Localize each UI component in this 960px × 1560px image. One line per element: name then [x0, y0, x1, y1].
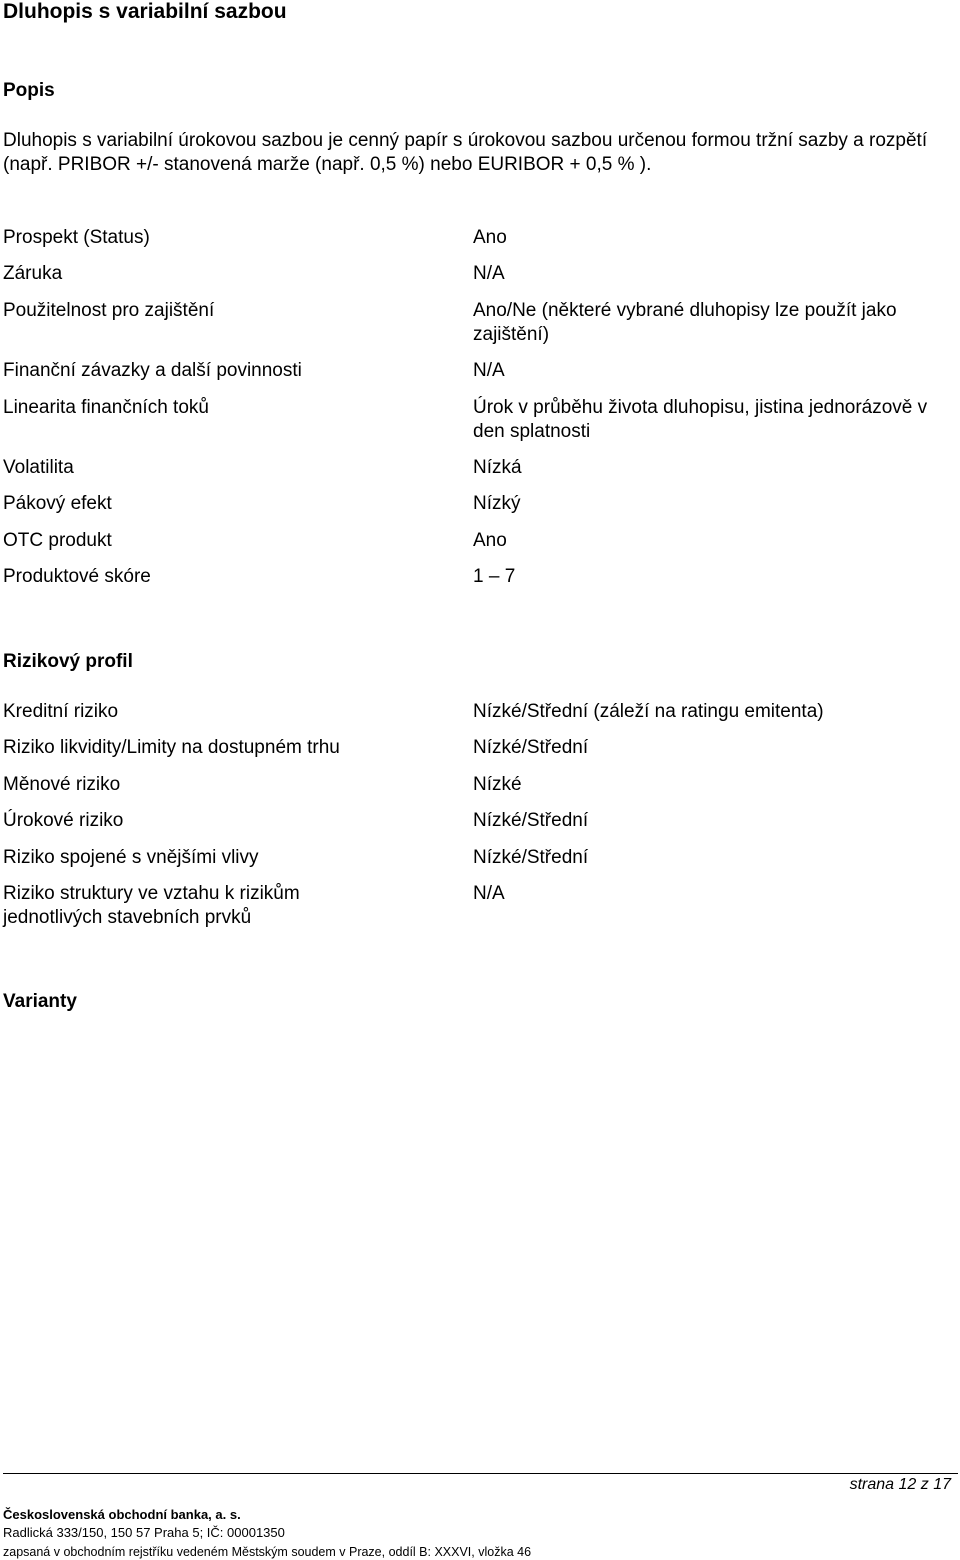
property-value: Úrok v průběhu života dluhopisu, jistina jednorázově v den splatnosti — [473, 397, 928, 442]
risk-label: Úrokové riziko — [3, 810, 124, 831]
variants-heading: Varianty — [3, 991, 77, 1012]
property-value: N/A — [473, 360, 505, 381]
property-label: Použitelnost pro zajištění — [3, 300, 215, 321]
property-value: N/A — [473, 263, 505, 284]
risk-profile-heading: Rizikový profil — [3, 651, 133, 672]
property-value: Nízká — [473, 457, 522, 478]
property-label: Finanční závazky a další povinnosti — [3, 360, 302, 381]
description-text: Dluhopis s variabilní úrokovou sazbou je cenný papír s úrokovou sazbou určenou formou tržní sazby a rozpětí (např. PRIBOR +/- stanovená marže (např. 0,5 %) nebo EURIBOR + 0,5 % ). — [3, 130, 928, 175]
risk-label: Měnové riziko — [3, 774, 121, 795]
risk-label: Kreditní riziko — [3, 701, 119, 722]
footer-address: Radlická 333/150, 150 57 Praha 5; IČ: 00001350 — [3, 1525, 285, 1540]
risk-label: Riziko likvidity/Limity na dostupném trhu — [3, 737, 340, 758]
risk-value: Nízké/Střední — [473, 810, 589, 831]
document-title: Dluhopis s variabilní sazbou — [3, 0, 287, 23]
property-value: Ano — [473, 530, 507, 551]
property-value: Ano/Ne (některé vybrané dluhopisy lze použít jako zajištění) — [473, 300, 897, 345]
property-label: Záruka — [3, 263, 63, 284]
property-label: Volatilita — [3, 457, 74, 478]
risk-label: Riziko spojené s vnějšími vlivy — [3, 847, 259, 868]
risk-value: N/A — [473, 883, 505, 904]
risk-value: Nízké/Střední — [473, 737, 589, 758]
footer-divider — [3, 1473, 958, 1474]
product-score-label: Produktové skóre — [3, 566, 151, 587]
page-number: strana 12 z 17 — [849, 1476, 951, 1493]
risk-value: Nízké/Střední (záleží na ratingu emitenta) — [473, 701, 824, 722]
property-value: Ano — [473, 227, 507, 248]
footer-registry: zapsaná v obchodním rejstříku vedeném Městským soudem v Praze, oddíl B: XXXVI, vložka 46 — [3, 1545, 532, 1559]
risk-value: Nízké/Střední — [473, 847, 589, 868]
property-label: Pákový efekt — [3, 493, 112, 514]
property-value: Nízký — [473, 493, 521, 514]
property-label: OTC produkt — [3, 530, 112, 551]
risk-label: Riziko struktury ve vztahu k rizikům jednotlivých stavebních prvků — [3, 883, 300, 928]
property-label: Linearita finančních toků — [3, 397, 209, 418]
risk-value: Nízké — [473, 774, 522, 795]
description-heading: Popis — [3, 80, 55, 101]
property-label: Prospekt (Status) — [3, 227, 150, 248]
product-score-value: 1 – 7 — [473, 566, 516, 587]
footer-company: Československá obchodní banka, a. s. — [3, 1507, 241, 1522]
